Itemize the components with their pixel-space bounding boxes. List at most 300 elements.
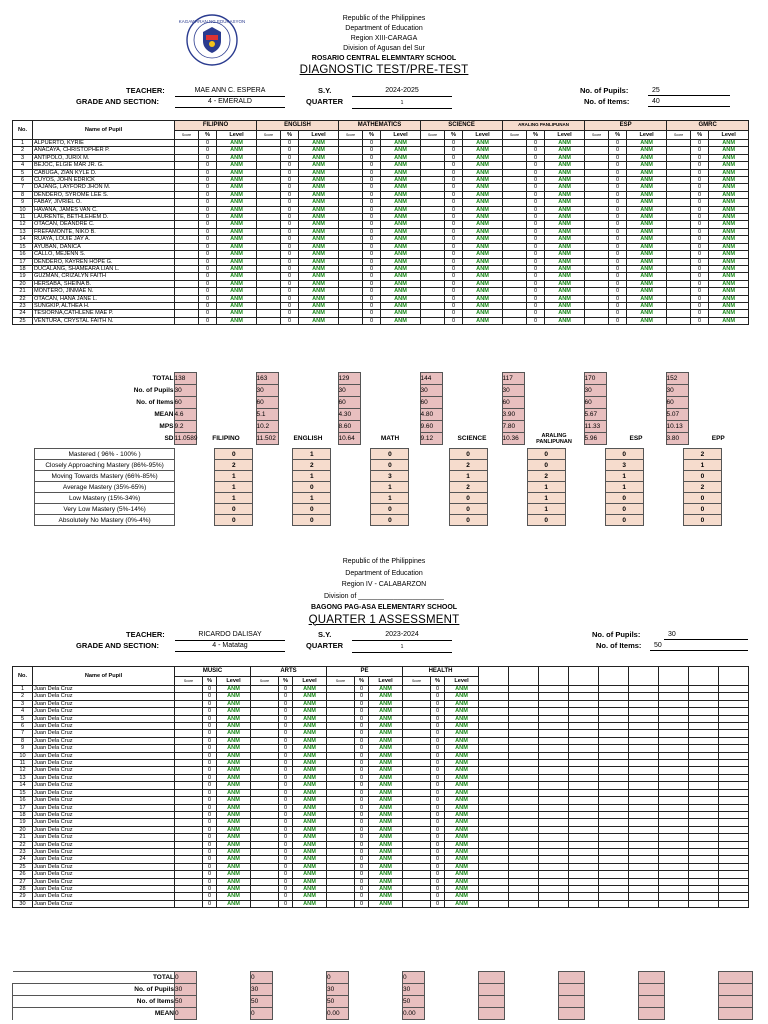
score-cell <box>339 273 363 280</box>
spacer <box>196 385 256 397</box>
level-cell: ANM <box>217 214 257 221</box>
row-number: 1 <box>13 140 33 147</box>
score-cell <box>327 782 355 789</box>
empty-stat-cell <box>479 996 505 1008</box>
level-cell: ANM <box>627 273 667 280</box>
table-row <box>13 856 749 863</box>
spacer <box>606 421 666 433</box>
empty-cell <box>479 693 509 700</box>
percent-cell: 0 <box>363 258 381 265</box>
empty-cell <box>479 700 509 707</box>
empty-cell <box>539 811 569 818</box>
score-cell <box>403 871 431 878</box>
level-cell: ANM <box>627 199 667 206</box>
percent-cell: 0 <box>199 317 217 324</box>
score-cell <box>175 885 203 892</box>
empty-cell <box>689 745 719 752</box>
table-row <box>13 295 749 302</box>
pupil-name: CALLO, MEJENN S. <box>33 251 175 258</box>
percent-cell: 0 <box>445 191 463 198</box>
level-cell: ANM <box>299 169 339 176</box>
score-cell <box>175 797 203 804</box>
percent-cell: 0 <box>527 265 545 272</box>
score-cell <box>503 169 527 176</box>
score-cell <box>251 723 279 730</box>
spacer <box>665 984 719 996</box>
level-cell: ANM <box>369 782 403 789</box>
level-cell: ANM <box>381 265 421 272</box>
stat-value: 9.12 <box>420 433 442 445</box>
percent-cell: 0 <box>691 228 709 235</box>
level-cell: ANM <box>217 841 251 848</box>
percent-cell: 0 <box>355 723 369 730</box>
empty-cell <box>539 900 569 907</box>
empty-cell <box>689 878 719 885</box>
empty-cell <box>629 885 659 892</box>
percent-cell: 0 <box>355 693 369 700</box>
percent-cell: 0 <box>431 737 445 744</box>
spacer <box>278 421 338 433</box>
empty-cell <box>509 871 539 878</box>
percent-cell: 0 <box>279 841 293 848</box>
empty-cell <box>689 782 719 789</box>
level-cell: ANM <box>369 826 403 833</box>
empty-cell <box>569 811 599 818</box>
level-cell: ANM <box>445 819 479 826</box>
level-cell: ANM <box>545 273 585 280</box>
percent-cell: 0 <box>609 258 627 265</box>
empty-cell <box>629 730 659 737</box>
spacer <box>688 373 748 385</box>
pupil-name: Juan Dela Cruz <box>33 715 175 722</box>
row-number: 15 <box>13 789 33 796</box>
score-cell <box>585 273 609 280</box>
level-cell: ANM <box>293 782 327 789</box>
score-cell <box>175 730 203 737</box>
level-cell: ANM <box>369 900 403 907</box>
score-cell <box>403 841 431 848</box>
score-cell <box>503 140 527 147</box>
level-cell: ANM <box>463 295 503 302</box>
score-cell <box>503 162 527 169</box>
score-cell <box>175 251 199 258</box>
score-cell <box>327 804 355 811</box>
percent-cell: 0 <box>445 169 463 176</box>
spacer <box>524 409 584 421</box>
score-cell <box>175 310 199 317</box>
percent-cell: 0 <box>527 280 545 287</box>
empty-cell <box>659 708 689 715</box>
empty-cell <box>719 863 749 870</box>
level-cell: ANM <box>369 841 403 848</box>
row-number: 21 <box>13 834 33 841</box>
subject-header: MATHEMATICS <box>339 121 421 131</box>
score-cell <box>585 228 609 235</box>
spacer <box>273 996 327 1008</box>
mastery-count: 0 <box>449 504 487 515</box>
spacer <box>524 373 584 385</box>
stat-value: 60 <box>256 397 278 409</box>
school-header <box>234 14 534 77</box>
score-cell <box>403 826 431 833</box>
score-cell <box>175 214 199 221</box>
score-cell <box>175 206 199 213</box>
score-cell <box>251 893 279 900</box>
mastery-count: 1 <box>605 471 643 482</box>
empty-cell <box>659 871 689 878</box>
empty-column-header <box>539 667 569 686</box>
empty-cell <box>539 834 569 841</box>
mastery-label: Closely Approaching Mastery (86%-95%) <box>35 460 175 471</box>
empty-stat-cell <box>479 984 505 996</box>
percent-cell: 0 <box>609 302 627 309</box>
score-cell <box>339 191 363 198</box>
percent-cell: 0 <box>527 288 545 295</box>
percent-cell: 0 <box>527 199 545 206</box>
mastery-row <box>35 493 722 504</box>
score-cell <box>327 730 355 737</box>
score-cell <box>175 258 199 265</box>
percent-cell: 0 <box>363 162 381 169</box>
spacer <box>409 482 449 493</box>
score-cell <box>421 243 445 250</box>
spacer <box>505 996 559 1008</box>
percent-cell: 0 <box>355 811 369 818</box>
empty-stat-cell <box>719 972 753 984</box>
percent-cell: 0 <box>199 191 217 198</box>
sd-subject-label: MATH <box>380 435 400 442</box>
sd-subject-label: FILIPINO <box>212 435 240 442</box>
percent-cell: 0 <box>281 169 299 176</box>
score-cell <box>585 310 609 317</box>
empty-cell <box>479 834 509 841</box>
level-cell: ANM <box>217 893 251 900</box>
score-cell <box>257 184 281 191</box>
empty-cell <box>509 760 539 767</box>
score-cell <box>503 147 527 154</box>
score-cell <box>667 265 691 272</box>
percent-cell: 0 <box>281 214 299 221</box>
score-cell <box>421 265 445 272</box>
score-cell <box>421 273 445 280</box>
empty-cell <box>599 878 629 885</box>
level-cell: ANM <box>709 162 749 169</box>
score-cell <box>175 154 199 161</box>
pupil-name: CUYOS, JOHN EDRICK <box>33 177 175 184</box>
pupils-count-label-2: No. of Pupils: <box>592 630 641 639</box>
empty-cell <box>509 782 539 789</box>
empty-cell <box>659 789 689 796</box>
percent-subheader: % <box>279 677 293 686</box>
pupil-name: Juan Dela Cruz <box>33 700 175 707</box>
empty-cell <box>719 804 749 811</box>
level-cell: ANM <box>217 834 251 841</box>
percent-cell: 0 <box>279 804 293 811</box>
stat-value: 163 <box>256 373 278 385</box>
empty-cell <box>509 774 539 781</box>
empty-cell <box>569 841 599 848</box>
level-cell: ANM <box>709 243 749 250</box>
percent-cell: 0 <box>199 288 217 295</box>
empty-cell <box>569 767 599 774</box>
empty-cell <box>479 715 509 722</box>
level-cell: ANM <box>217 856 251 863</box>
percent-cell: 0 <box>355 893 369 900</box>
empty-cell <box>479 871 509 878</box>
level-cell: ANM <box>217 317 257 324</box>
percent-cell: 0 <box>355 856 369 863</box>
table-row <box>13 782 749 789</box>
sd-subject-label: EPP <box>711 435 725 442</box>
level-cell: ANM <box>381 273 421 280</box>
mastery-count: 0 <box>605 504 643 515</box>
level-cell: ANM <box>627 228 667 235</box>
level-cell: ANM <box>293 863 327 870</box>
score-cell <box>503 243 527 250</box>
empty-cell <box>659 863 689 870</box>
row-number: 9 <box>13 745 33 752</box>
level-cell: ANM <box>217 177 257 184</box>
percent-cell: 0 <box>203 863 217 870</box>
empty-cell <box>689 893 719 900</box>
percent-cell: 0 <box>199 162 217 169</box>
level-cell: ANM <box>445 782 479 789</box>
pupil-score-table <box>12 120 749 325</box>
percent-cell: 0 <box>199 280 217 287</box>
stat-value: 10.64 <box>338 433 360 445</box>
empty-cell <box>629 834 659 841</box>
score-cell <box>327 826 355 833</box>
percent-cell: 0 <box>609 221 627 228</box>
score-cell <box>403 700 431 707</box>
table-row <box>13 184 749 191</box>
pupil-name: OTACAN, HANA JANE L. <box>33 295 175 302</box>
score-cell <box>327 834 355 841</box>
percent-cell: 0 <box>279 789 293 796</box>
percent-cell: 0 <box>431 782 445 789</box>
pupil-name: BEJOC, ELGIE MAR JR. G. <box>33 162 175 169</box>
spacer <box>606 397 666 409</box>
percent-cell: 0 <box>527 162 545 169</box>
percent-cell: 0 <box>609 184 627 191</box>
row-number: 5 <box>13 169 33 176</box>
empty-cell <box>569 900 599 907</box>
score-cell <box>257 243 281 250</box>
level-cell: ANM <box>463 140 503 147</box>
empty-cell <box>509 700 539 707</box>
empty-cell <box>629 811 659 818</box>
empty-cell <box>689 789 719 796</box>
level-cell: ANM <box>627 206 667 213</box>
row-number: 14 <box>13 782 33 789</box>
spacer <box>688 385 748 397</box>
level-cell: ANM <box>369 686 403 693</box>
percent-cell: 0 <box>279 819 293 826</box>
stat-label: MEAN <box>13 1008 175 1020</box>
empty-cell <box>719 834 749 841</box>
percent-cell: 0 <box>203 789 217 796</box>
empty-stat-cell <box>559 996 585 1008</box>
table-row <box>13 789 749 796</box>
score-cell <box>327 708 355 715</box>
spacer <box>196 397 256 409</box>
no-header: No. <box>13 121 33 140</box>
level-cell: ANM <box>463 302 503 309</box>
spacer <box>273 972 327 984</box>
subject-header: MUSIC <box>175 667 251 677</box>
row-number: 6 <box>13 177 33 184</box>
sy-label-2: S.Y. <box>318 630 332 639</box>
level-cell: ANM <box>445 885 479 892</box>
percent-cell: 0 <box>279 871 293 878</box>
empty-cell <box>569 819 599 826</box>
percent-cell: 0 <box>203 745 217 752</box>
score-cell <box>327 885 355 892</box>
percent-cell: 0 <box>363 154 381 161</box>
pupil-name: Juan Dela Cruz <box>33 863 175 870</box>
score-cell <box>403 834 431 841</box>
percent-subheader: % <box>609 131 627 140</box>
score-cell <box>503 177 527 184</box>
spacer <box>175 471 215 482</box>
percent-subheader: % <box>199 131 217 140</box>
score-cell <box>667 199 691 206</box>
score-cell <box>403 752 431 759</box>
percent-cell: 0 <box>199 310 217 317</box>
empty-cell <box>569 797 599 804</box>
spacer <box>487 504 527 515</box>
score-cell <box>175 184 199 191</box>
percent-cell: 0 <box>281 258 299 265</box>
empty-cell <box>509 767 539 774</box>
level-cell: ANM <box>381 221 421 228</box>
stat-value: 30 <box>584 385 606 397</box>
level-subheader: Level <box>463 131 503 140</box>
mastery-count: 2 <box>683 482 721 493</box>
empty-cell <box>689 737 719 744</box>
stat-value: 152 <box>666 373 688 385</box>
spacer <box>197 1008 251 1020</box>
level-cell: ANM <box>217 199 257 206</box>
subject-header: SCIENCE <box>421 121 503 131</box>
percent-cell: 0 <box>431 826 445 833</box>
empty-cell <box>569 715 599 722</box>
empty-cell <box>539 856 569 863</box>
mastery-count: 0 <box>605 449 643 460</box>
percent-cell: 0 <box>445 265 463 272</box>
score-subheader: Score <box>175 677 203 686</box>
level-cell: ANM <box>293 893 327 900</box>
score-cell <box>667 251 691 258</box>
score-cell <box>257 177 281 184</box>
stat-value: 0 <box>403 972 425 984</box>
percent-cell: 0 <box>279 811 293 818</box>
empty-cell <box>659 848 689 855</box>
level-cell: ANM <box>381 206 421 213</box>
stats-row-mps <box>12 421 748 433</box>
level-cell: ANM <box>445 856 479 863</box>
score-cell <box>257 191 281 198</box>
score-cell <box>251 848 279 855</box>
empty-cell <box>629 752 659 759</box>
percent-cell: 0 <box>363 169 381 176</box>
stats-row-pupils <box>12 385 748 397</box>
level-cell: ANM <box>299 317 339 324</box>
score-cell <box>251 804 279 811</box>
empty-cell <box>719 686 749 693</box>
percent-cell: 0 <box>691 184 709 191</box>
spacer <box>349 984 403 996</box>
pupil-name: Juan Dela Cruz <box>33 797 175 804</box>
level-cell: ANM <box>299 140 339 147</box>
score-cell <box>667 214 691 221</box>
percent-cell: 0 <box>355 826 369 833</box>
stat-value: 60 <box>338 397 360 409</box>
level-cell: ANM <box>299 184 339 191</box>
score-cell <box>667 154 691 161</box>
level-cell: ANM <box>381 236 421 243</box>
level-cell: ANM <box>369 693 403 700</box>
percent-cell: 0 <box>609 214 627 221</box>
score-cell <box>175 834 203 841</box>
pupil-name: Juan Dela Cruz <box>33 841 175 848</box>
percent-cell: 0 <box>527 243 545 250</box>
percent-cell: 0 <box>527 251 545 258</box>
level-cell: ANM <box>545 251 585 258</box>
level-cell: ANM <box>545 243 585 250</box>
level-subheader: Level <box>369 677 403 686</box>
empty-cell <box>539 841 569 848</box>
percent-cell: 0 <box>609 265 627 272</box>
empty-cell <box>509 715 539 722</box>
score-cell <box>585 295 609 302</box>
empty-column-header <box>509 667 539 686</box>
empty-cell <box>629 693 659 700</box>
percent-cell: 0 <box>199 302 217 309</box>
score-cell <box>421 258 445 265</box>
score-cell <box>175 273 199 280</box>
percent-cell: 0 <box>431 834 445 841</box>
percent-cell: 0 <box>445 140 463 147</box>
empty-cell <box>539 797 569 804</box>
percent-cell: 0 <box>281 288 299 295</box>
percent-cell: 0 <box>279 730 293 737</box>
level-cell: ANM <box>545 206 585 213</box>
percent-cell: 0 <box>199 221 217 228</box>
level-cell: ANM <box>463 177 503 184</box>
score-cell <box>503 206 527 213</box>
pupil-name: FABAY, JIVRIEL O. <box>33 199 175 206</box>
level-cell: ANM <box>217 723 251 730</box>
empty-stat-cell <box>559 1008 585 1020</box>
level-cell: ANM <box>299 228 339 235</box>
empty-cell <box>569 878 599 885</box>
empty-cell <box>509 693 539 700</box>
percent-cell: 0 <box>355 774 369 781</box>
score-cell <box>667 243 691 250</box>
mastery-count: 0 <box>449 449 487 460</box>
empty-cell <box>629 871 659 878</box>
sd-subject-label: ARALING PANLIPUNAN <box>536 432 572 445</box>
empty-cell <box>569 737 599 744</box>
level-cell: ANM <box>293 900 327 907</box>
table-row <box>13 191 749 198</box>
empty-cell <box>539 863 569 870</box>
percent-cell: 0 <box>609 280 627 287</box>
empty-stat-cell <box>719 1008 753 1020</box>
score-cell <box>327 819 355 826</box>
pupil-name: Juan Dela Cruz <box>33 804 175 811</box>
